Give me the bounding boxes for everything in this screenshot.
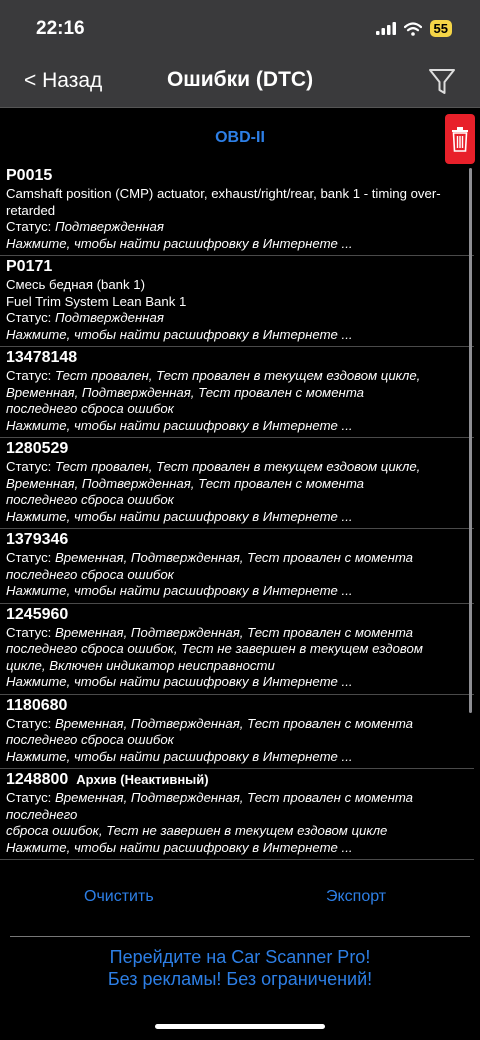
page-title: Ошибки (DTC) [166,68,314,91]
status-label: Статус: [6,219,56,234]
dtc-detail-line: Нажмите, чтобы найти расшифровку в Интернете ... [6,417,353,433]
dtc-row[interactable] [0,165,474,256]
status-value: Тест провален, Тест провален в текущем ездовом цикле, [55,459,421,474]
dtc-code-text: 1248800 [6,771,69,788]
status-bar [0,0,480,58]
dtc-detail-line: Временная, Подтвержденная, Тест провален с момента [6,384,364,400]
dtc-detail-line: последнего сброса ошибок [6,401,174,416]
dtc-code [6,256,468,277]
export-button[interactable]: Экспорт [326,888,387,905]
dtc-row[interactable] [0,769,474,860]
clear-button[interactable]: Очистить [84,888,154,905]
status-label: Статус: [6,790,56,805]
dtc-code [6,529,468,550]
status-label: Статус: [6,550,56,565]
battery-indicator: 55 [430,20,452,37]
status-value: Временная, Подтвержденная, Тест провален с момента [55,624,414,640]
dtc-detail-line: Нажмите, чтобы найти расшифровку в Интернете ... [6,674,353,689]
dtc-detail-line: Нажмите, чтобы найти расшифровку в Интернете ... [6,839,353,855]
dtc-detail-line: последнего сброса ошибок [6,732,174,747]
dtc-code [6,604,468,625]
dtc-status [6,716,468,733]
dtc-description: retarded [6,202,56,218]
dtc-status [6,368,468,385]
status-value: Подтвержденная [55,219,164,234]
status-value: Временная, Подтвержденная, Тест провален с момента последнего [6,790,414,822]
back-button[interactable]: < Назад [24,69,103,92]
filter-icon[interactable] [428,67,456,97]
status-label: Статус: [6,624,56,640]
dtc-row[interactable] [0,347,474,438]
promo-line-2: Без рекламы! Без ограничений! [107,969,373,989]
dtc-detail-line: последнего сброса ошибок [6,492,174,507]
status-value: Тест провален, Тест провален в текущем ездовом цикле, [55,368,421,383]
dtc-detail-line: сброса ошибок, Тест не завершен в текущем ездовом цикле [6,823,388,838]
dtc-status [6,459,468,476]
dtc-code-text: 1280529 [6,440,69,457]
dtc-status [6,625,468,642]
status-value: Временная, Подтвержденная, Тест провален с момента [55,715,414,731]
dtc-detail-line: Нажмите, чтобы найти расшифровку в Интернете ... [6,583,353,598]
divider [10,936,470,937]
dtc-status [6,550,468,567]
dtc-detail-line: последнего сброса ошибок [6,566,174,582]
navigation-bar [0,58,480,108]
dtc-code-text: 1245960 [6,605,69,623]
dtc-status [6,219,468,236]
dtc-detail-line: Нажмите, чтобы найти расшифровку в Интернете ... [6,508,353,524]
status-label: Статус: [6,368,56,383]
section-header: OBD-II [215,129,265,146]
dtc-code [6,695,468,716]
status-label: Статус: [6,715,56,731]
dtc-code [6,347,468,368]
dtc-list [0,165,474,860]
dtc-detail-line: Нажмите, чтобы найти расшифровку в Интернете ... [6,235,353,251]
status-value: Подтвержденная [55,310,164,325]
dtc-code-text: P0015 [6,167,53,184]
scroll-indicator[interactable] [469,168,472,713]
dtc-code-text: P0171 [6,258,53,275]
dtc-code [6,438,468,459]
archive-badge: Архив (Неактивный) [76,772,209,787]
promo-line-1: Перейдите на Car Scanner Pro! [109,947,371,967]
dtc-code-text: 13478148 [6,349,78,366]
status-value: Временная, Подтвержденная, Тест провален с момента [55,550,414,565]
dtc-detail-line: Нажмите, чтобы найти расшифровку в Интернете ... [6,326,353,342]
dtc-detail-line: цикле, Включен индикатор неисправности [6,657,275,673]
dtc-code-text: 1379346 [6,531,69,548]
dtc-description: Смесь бедная (bank 1) [6,277,145,292]
dtc-status [6,310,468,327]
dtc-code [6,769,468,790]
dtc-row[interactable] [0,256,474,347]
dtc-detail-line: Временная, Подтвержденная, Тест провален с момента [6,475,364,491]
dtc-row[interactable] [0,438,474,529]
wifi-icon [404,22,422,36]
promo-link[interactable] [0,946,480,990]
dtc-row[interactable] [0,695,474,770]
home-indicator [155,1024,325,1029]
dtc-detail-line: Нажмите, чтобы найти расшифровку в Интернете ... [6,748,353,764]
dtc-description: Camshaft position (CMP) actuator, exhaust/right/rear, bank 1 - timing over- [6,186,441,201]
dtc-row[interactable] [0,604,474,695]
status-icons [376,20,452,37]
cellular-signal-icon [376,22,396,35]
status-label: Статус: [6,310,56,325]
dtc-code [6,165,468,186]
delete-button[interactable] [445,114,475,164]
status-label: Статус: [6,459,56,474]
status-time: 22:16 [36,18,85,39]
dtc-status [6,790,468,823]
dtc-code-text: 1180680 [6,696,68,714]
dtc-detail-line: последнего сброса ошибок, Тест не завершен в текущем ездовом [6,641,423,656]
dtc-description: Fuel Trim System Lean Bank 1 [6,293,187,309]
trash-icon [450,126,470,152]
dtc-row[interactable] [0,529,474,604]
